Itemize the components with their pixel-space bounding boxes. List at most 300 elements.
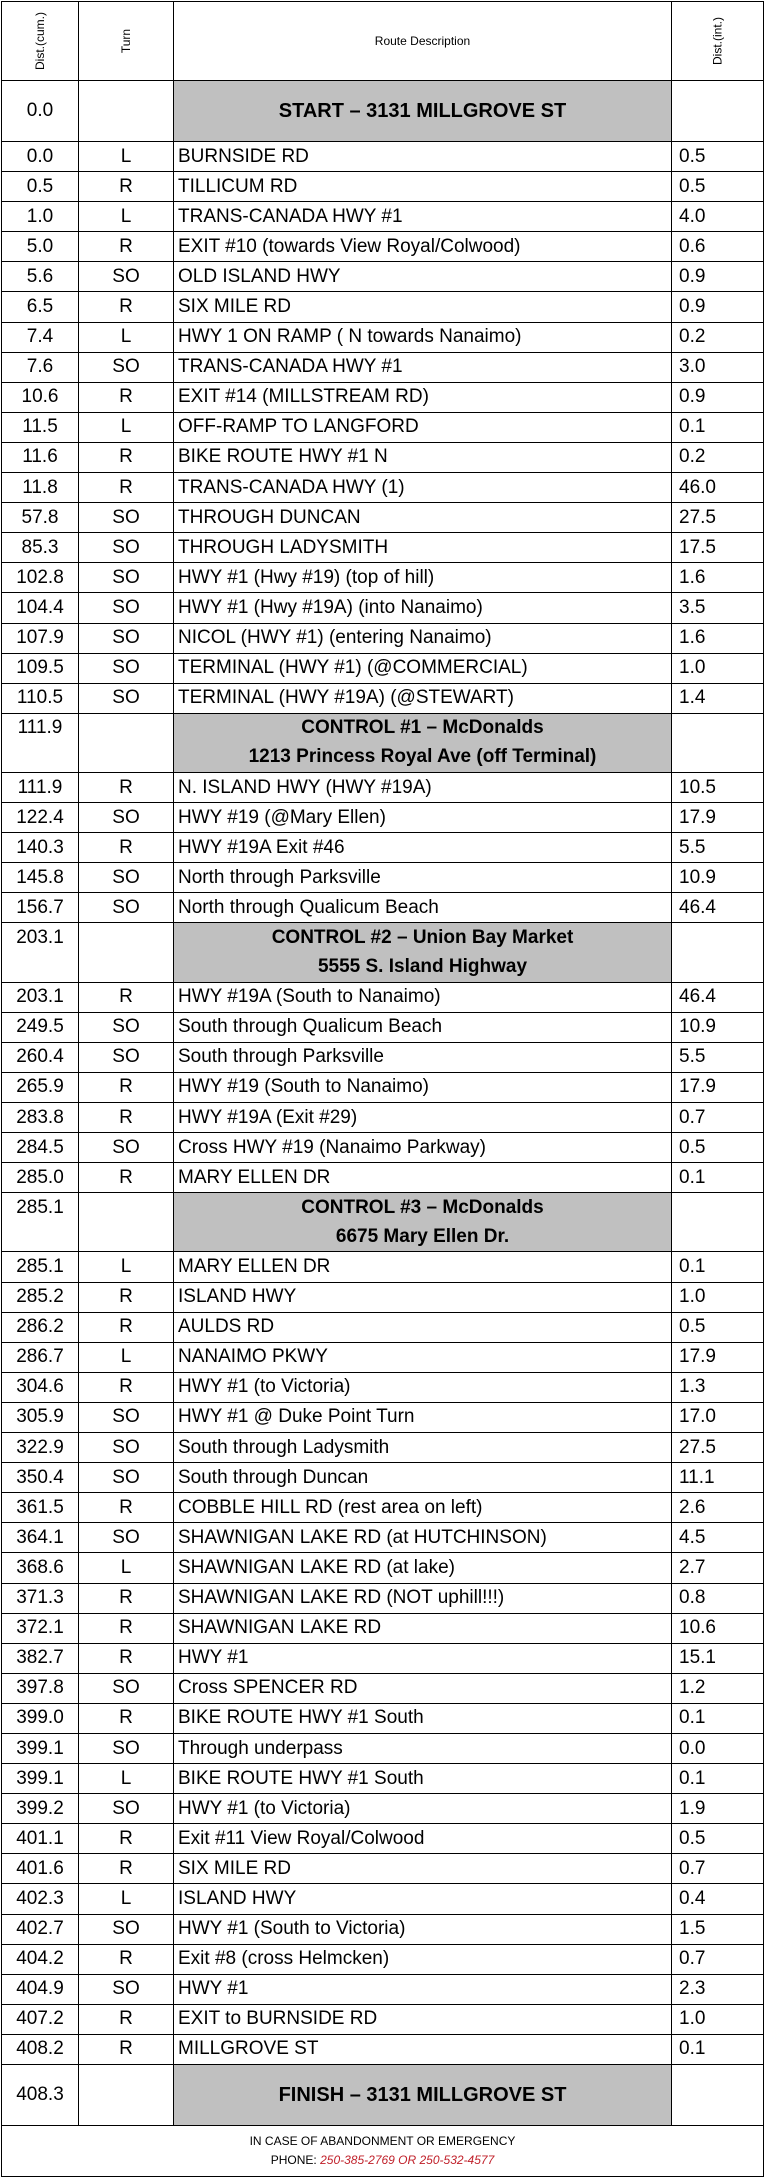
interval-distance: 0.9 xyxy=(672,292,764,322)
cumulative-distance: 260.4 xyxy=(2,1042,79,1072)
cumulative-distance: 6.5 xyxy=(2,292,79,322)
header-row xyxy=(2,2,764,81)
control-1-row xyxy=(2,713,764,743)
route-description: BIKE ROUTE HWY #1 South xyxy=(174,1764,672,1794)
finish-turn-empty xyxy=(79,2065,174,2126)
cue-row xyxy=(2,142,764,172)
cumulative-distance: 399.0 xyxy=(2,1703,79,1733)
route-description: Through underpass xyxy=(174,1733,672,1763)
interval-distance: 3.5 xyxy=(672,593,764,623)
turn-direction: SO xyxy=(79,653,174,683)
cue-row xyxy=(2,1914,764,1944)
route-description: TERMINAL (HWY #19A) (@STEWART) xyxy=(174,683,672,713)
turn-direction: R xyxy=(79,1163,174,1193)
route-description: HWY 1 ON RAMP ( N towards Nanaimo) xyxy=(174,322,672,352)
interval-distance: 0.7 xyxy=(672,1854,764,1884)
turn-direction: SO xyxy=(79,352,174,382)
cue-row xyxy=(2,1794,764,1824)
control-2-address-row xyxy=(2,953,764,983)
interval-distance: 0.1 xyxy=(672,412,764,442)
interval-distance: 1.2 xyxy=(672,1673,764,1703)
route-description: South through Ladysmith xyxy=(174,1433,672,1463)
cumulative-distance: 283.8 xyxy=(2,1103,79,1133)
interval-distance: 27.5 xyxy=(672,503,764,533)
turn-direction: SO xyxy=(79,803,174,833)
route-description: HWY #1 (to Victoria) xyxy=(174,1372,672,1402)
cumulative-distance: 285.2 xyxy=(2,1282,79,1312)
cue-row xyxy=(2,893,764,923)
cumulative-distance: 111.9 xyxy=(2,772,79,802)
route-description: HWY #1 (South to Victoria) xyxy=(174,1914,672,1944)
turn-direction: SO xyxy=(79,1133,174,1163)
cumulative-distance: 109.5 xyxy=(2,653,79,683)
cue-row xyxy=(2,473,764,503)
route-description: HWY #19 (@Mary Ellen) xyxy=(174,803,672,833)
turn-direction: R xyxy=(79,772,174,802)
interval-distance: 1.4 xyxy=(672,683,764,713)
cue-row xyxy=(2,202,764,232)
emergency-notice: IN CASE OF ABANDONMENT OR EMERGENCY xyxy=(249,2134,516,2148)
route-description: South through Qualicum Beach xyxy=(174,1012,672,1042)
route-description: Cross HWY #19 (Nanaimo Parkway) xyxy=(174,1133,672,1163)
interval-distance: 1.3 xyxy=(672,1372,764,1402)
route-description: SHAWNIGAN LAKE RD xyxy=(174,1613,672,1643)
turn-direction: SO xyxy=(79,893,174,923)
turn-direction: SO xyxy=(79,1794,174,1824)
route-description: OLD ISLAND HWY xyxy=(174,262,672,292)
cue-row xyxy=(2,1944,764,1974)
route-description: HWY #1 xyxy=(174,1974,672,2004)
interval-distance: 0.5 xyxy=(672,1312,764,1342)
control-3-interval-empty xyxy=(672,1193,764,1223)
control-2-cell-empty xyxy=(79,953,174,983)
route-description: EXIT to BURNSIDE RD xyxy=(174,2004,672,2034)
finish-interval-empty xyxy=(672,2065,764,2126)
turn-direction: R xyxy=(79,1613,174,1643)
route-description: EXIT #10 (towards View Royal/Colwood) xyxy=(174,232,672,262)
interval-distance: 0.4 xyxy=(672,1884,764,1914)
cumulative-distance: 408.2 xyxy=(2,2034,79,2064)
cumulative-distance: 140.3 xyxy=(2,833,79,863)
cumulative-distance: 305.9 xyxy=(2,1402,79,1432)
turn-direction: SO xyxy=(79,1012,174,1042)
turn-direction: L xyxy=(79,1764,174,1794)
route-description: OFF-RAMP TO LANGFORD xyxy=(174,412,672,442)
start-row xyxy=(2,81,764,142)
turn-direction: L xyxy=(79,1342,174,1372)
route-description: North through Qualicum Beach xyxy=(174,893,672,923)
route-description: MILLGROVE ST xyxy=(174,2034,672,2064)
cumulative-distance: 122.4 xyxy=(2,803,79,833)
control-2-cell-empty xyxy=(672,953,764,983)
cue-row xyxy=(2,982,764,1012)
cue-row xyxy=(2,1433,764,1463)
interval-distance: 0.7 xyxy=(672,1103,764,1133)
finish-label: FINISH – 3131 MILLGROVE ST xyxy=(174,2065,672,2126)
cue-row xyxy=(2,653,764,683)
route-description: BIKE ROUTE HWY #1 South xyxy=(174,1703,672,1733)
emergency-phone-numbers: 250-385-2769 OR 250-532-4577 xyxy=(320,2153,495,2167)
cumulative-distance: 286.7 xyxy=(2,1342,79,1372)
control-1-distance: 111.9 xyxy=(2,713,79,743)
turn-direction: SO xyxy=(79,1042,174,1072)
route-description: HWY #1 (to Victoria) xyxy=(174,1794,672,1824)
turn-direction: SO xyxy=(79,683,174,713)
interval-distance: 1.0 xyxy=(672,653,764,683)
control-3-cell-empty xyxy=(2,1222,79,1252)
control-3-cell-empty xyxy=(672,1222,764,1252)
interval-distance: 0.5 xyxy=(672,1824,764,1854)
turn-direction: R xyxy=(79,1072,174,1102)
cumulative-distance: 5.6 xyxy=(2,262,79,292)
cue-row xyxy=(2,1402,764,1432)
cue-row xyxy=(2,1012,764,1042)
turn-direction: R xyxy=(79,292,174,322)
cumulative-distance: 10.6 xyxy=(2,382,79,412)
control-3-distance: 285.1 xyxy=(2,1193,79,1223)
phone-label: PHONE: xyxy=(270,2153,317,2167)
cumulative-distance: 249.5 xyxy=(2,1012,79,1042)
turn-direction: SO xyxy=(79,533,174,563)
route-description: SHAWNIGAN LAKE RD (NOT uphill!!!) xyxy=(174,1583,672,1613)
cumulative-distance: 382.7 xyxy=(2,1643,79,1673)
cue-row xyxy=(2,2004,764,2034)
turn-direction: L xyxy=(79,1252,174,1282)
turn-direction: R xyxy=(79,1643,174,1673)
cumulative-distance: 156.7 xyxy=(2,893,79,923)
interval-distance: 2.7 xyxy=(672,1553,764,1583)
cue-row xyxy=(2,172,764,202)
route-description: NANAIMO PKWY xyxy=(174,1342,672,1372)
cumulative-distance: 85.3 xyxy=(2,533,79,563)
cumulative-distance: 265.9 xyxy=(2,1072,79,1102)
interval-distance: 17.9 xyxy=(672,1342,764,1372)
cumulative-distance: 7.6 xyxy=(2,352,79,382)
route-description: BIKE ROUTE HWY #1 N xyxy=(174,442,672,472)
interval-distance: 0.1 xyxy=(672,1252,764,1282)
cumulative-distance: 364.1 xyxy=(2,1523,79,1553)
cumulative-distance: 11.8 xyxy=(2,473,79,503)
cue-row xyxy=(2,803,764,833)
cue-row xyxy=(2,623,764,653)
route-description: HWY #1 @ Duke Point Turn xyxy=(174,1402,672,1432)
interval-distance: 1.0 xyxy=(672,2004,764,2034)
turn-direction: R xyxy=(79,232,174,262)
finish-distance: 408.3 xyxy=(2,2065,79,2126)
cue-row xyxy=(2,1312,764,1342)
cue-row xyxy=(2,683,764,713)
interval-distance: 10.9 xyxy=(672,863,764,893)
cue-row xyxy=(2,1733,764,1763)
turn-direction: SO xyxy=(79,1523,174,1553)
turn-direction: R xyxy=(79,382,174,412)
route-description: TILLICUM RD xyxy=(174,172,672,202)
cumulative-distance: 401.1 xyxy=(2,1824,79,1854)
interval-distance: 1.9 xyxy=(672,1794,764,1824)
cumulative-distance: 110.5 xyxy=(2,683,79,713)
interval-distance: 5.5 xyxy=(672,833,764,863)
header-dist-int: Dist.(int.) xyxy=(672,2,764,81)
control-2-turn-empty xyxy=(79,923,174,953)
interval-distance: 0.9 xyxy=(672,382,764,412)
turn-direction: R xyxy=(79,2034,174,2064)
cue-row xyxy=(2,322,764,352)
route-description: TRANS-CANADA HWY (1) xyxy=(174,473,672,503)
route-description: HWY #19A (Exit #29) xyxy=(174,1103,672,1133)
route-description: AULDS RD xyxy=(174,1312,672,1342)
cue-row xyxy=(2,1884,764,1914)
control-3-turn-empty xyxy=(79,1193,174,1223)
cumulative-distance: 399.2 xyxy=(2,1794,79,1824)
interval-distance: 17.0 xyxy=(672,1402,764,1432)
cue-row xyxy=(2,1523,764,1553)
finish-row xyxy=(2,2065,764,2126)
interval-distance: 17.9 xyxy=(672,803,764,833)
route-description: THROUGH LADYSMITH xyxy=(174,533,672,563)
cumulative-distance: 372.1 xyxy=(2,1613,79,1643)
turn-direction: SO xyxy=(79,1914,174,1944)
turn-direction: R xyxy=(79,982,174,1012)
cumulative-distance: 399.1 xyxy=(2,1764,79,1794)
cumulative-distance: 402.7 xyxy=(2,1914,79,1944)
cue-row xyxy=(2,1824,764,1854)
turn-direction: R xyxy=(79,1493,174,1523)
cumulative-distance: 57.8 xyxy=(2,503,79,533)
control-2-interval-empty xyxy=(672,923,764,953)
cumulative-distance: 397.8 xyxy=(2,1673,79,1703)
interval-distance: 11.1 xyxy=(672,1463,764,1493)
interval-distance: 0.7 xyxy=(672,1944,764,1974)
control-1-address: 1213 Princess Royal Ave (off Terminal) xyxy=(174,743,672,773)
cumulative-distance: 0.5 xyxy=(2,172,79,202)
route-description: SHAWNIGAN LAKE RD (at lake) xyxy=(174,1553,672,1583)
interval-distance: 15.1 xyxy=(672,1643,764,1673)
interval-distance: 1.0 xyxy=(672,1282,764,1312)
route-description: MARY ELLEN DR xyxy=(174,1252,672,1282)
route-description: N. ISLAND HWY (HWY #19A) xyxy=(174,772,672,802)
turn-direction: R xyxy=(79,1372,174,1402)
interval-distance: 0.6 xyxy=(672,232,764,262)
cumulative-distance: 407.2 xyxy=(2,2004,79,2034)
route-description: South through Duncan xyxy=(174,1463,672,1493)
interval-distance: 0.1 xyxy=(672,2034,764,2064)
interval-distance: 3.0 xyxy=(672,352,764,382)
cue-row xyxy=(2,352,764,382)
turn-direction: L xyxy=(79,1553,174,1583)
control-1-name: CONTROL #1 – McDonalds xyxy=(174,713,672,743)
control-2-name: CONTROL #2 – Union Bay Market xyxy=(174,923,672,953)
turn-direction: SO xyxy=(79,563,174,593)
control-1-cell-empty xyxy=(79,743,174,773)
cumulative-distance: 107.9 xyxy=(2,623,79,653)
turn-direction: SO xyxy=(79,1974,174,2004)
turn-direction: R xyxy=(79,442,174,472)
interval-distance: 10.6 xyxy=(672,1613,764,1643)
turn-direction: L xyxy=(79,322,174,352)
route-description: ISLAND HWY xyxy=(174,1282,672,1312)
route-description: EXIT #14 (MILLSTREAM RD) xyxy=(174,382,672,412)
interval-distance: 10.9 xyxy=(672,1012,764,1042)
route-description: TRANS-CANADA HWY #1 xyxy=(174,202,672,232)
interval-distance: 0.0 xyxy=(672,1733,764,1763)
control-2-distance: 203.1 xyxy=(2,923,79,953)
turn-direction: R xyxy=(79,1583,174,1613)
cumulative-distance: 7.4 xyxy=(2,322,79,352)
turn-direction: R xyxy=(79,172,174,202)
cue-row xyxy=(2,232,764,262)
cumulative-distance: 404.2 xyxy=(2,1944,79,1974)
start-distance: 0.0 xyxy=(2,81,79,142)
interval-distance: 0.1 xyxy=(672,1703,764,1733)
control-1-cell-empty xyxy=(672,743,764,773)
control-3-cell-empty xyxy=(79,1222,174,1252)
cumulative-distance: 322.9 xyxy=(2,1433,79,1463)
cue-row xyxy=(2,412,764,442)
cue-row xyxy=(2,1583,764,1613)
cumulative-distance: 350.4 xyxy=(2,1463,79,1493)
cumulative-distance: 304.6 xyxy=(2,1372,79,1402)
header-turn: Turn xyxy=(79,2,174,81)
cue-row xyxy=(2,262,764,292)
turn-direction: R xyxy=(79,1854,174,1884)
cue-row xyxy=(2,833,764,863)
route-description: THROUGH DUNCAN xyxy=(174,503,672,533)
cue-row xyxy=(2,593,764,623)
interval-distance: 4.5 xyxy=(672,1523,764,1553)
turn-direction: SO xyxy=(79,503,174,533)
route-description: South through Parksville xyxy=(174,1042,672,1072)
interval-distance: 0.1 xyxy=(672,1764,764,1794)
start-turn-empty xyxy=(79,81,174,142)
turn-direction: SO xyxy=(79,1402,174,1432)
interval-distance: 0.5 xyxy=(672,172,764,202)
cue-row xyxy=(2,1163,764,1193)
cue-row xyxy=(2,1553,764,1583)
cue-row xyxy=(2,1042,764,1072)
interval-distance: 1.5 xyxy=(672,1914,764,1944)
header-dist-cum: Dist.(cum.) xyxy=(2,2,79,81)
interval-distance: 2.6 xyxy=(672,1493,764,1523)
cumulative-distance: 284.5 xyxy=(2,1133,79,1163)
turn-direction: SO xyxy=(79,1733,174,1763)
cumulative-distance: 104.4 xyxy=(2,593,79,623)
cumulative-distance: 11.5 xyxy=(2,412,79,442)
route-description: TERMINAL (HWY #1) (@COMMERCIAL) xyxy=(174,653,672,683)
control-2-cell-empty xyxy=(2,953,79,983)
turn-direction: R xyxy=(79,1824,174,1854)
route-description: Cross SPENCER RD xyxy=(174,1673,672,1703)
turn-direction: SO xyxy=(79,1433,174,1463)
cumulative-distance: 285.0 xyxy=(2,1163,79,1193)
cumulative-distance: 102.8 xyxy=(2,563,79,593)
turn-direction: R xyxy=(79,1703,174,1733)
control-1-address-row xyxy=(2,743,764,773)
cue-row xyxy=(2,1252,764,1282)
control-1-interval-empty xyxy=(672,713,764,743)
cumulative-distance: 145.8 xyxy=(2,863,79,893)
interval-distance: 2.3 xyxy=(672,1974,764,2004)
turn-direction: SO xyxy=(79,1673,174,1703)
interval-distance: 0.5 xyxy=(672,142,764,172)
control-2-row xyxy=(2,923,764,953)
cue-row xyxy=(2,533,764,563)
header-route-description: Route Description xyxy=(174,2,672,81)
interval-distance: 46.4 xyxy=(672,893,764,923)
turn-direction: R xyxy=(79,1282,174,1312)
turn-direction: SO xyxy=(79,1463,174,1493)
control-3-address: 6675 Mary Ellen Dr. xyxy=(174,1222,672,1252)
turn-direction: L xyxy=(79,202,174,232)
cumulative-distance: 399.1 xyxy=(2,1733,79,1763)
emergency-info xyxy=(2,2126,764,2177)
cue-row xyxy=(2,1342,764,1372)
interval-distance: 0.5 xyxy=(672,1133,764,1163)
cue-row xyxy=(2,2034,764,2064)
control-3-row xyxy=(2,1193,764,1223)
cue-row xyxy=(2,1463,764,1493)
route-description: BURNSIDE RD xyxy=(174,142,672,172)
cue-row xyxy=(2,1372,764,1402)
cue-row xyxy=(2,1282,764,1312)
cue-row xyxy=(2,1103,764,1133)
cue-row xyxy=(2,503,764,533)
interval-distance: 0.8 xyxy=(672,1583,764,1613)
interval-distance: 1.6 xyxy=(672,623,764,653)
cumulative-distance: 404.9 xyxy=(2,1974,79,2004)
cumulative-distance: 286.2 xyxy=(2,1312,79,1342)
turn-direction: R xyxy=(79,1103,174,1133)
turn-direction: SO xyxy=(79,593,174,623)
route-description: SHAWNIGAN LAKE RD (at HUTCHINSON) xyxy=(174,1523,672,1553)
cue-row xyxy=(2,1703,764,1733)
cue-row xyxy=(2,1493,764,1523)
cumulative-distance: 0.0 xyxy=(2,142,79,172)
turn-direction: R xyxy=(79,1944,174,1974)
route-description: HWY #19 (South to Nanaimo) xyxy=(174,1072,672,1102)
interval-distance: 1.6 xyxy=(672,563,764,593)
route-description: HWY #19A Exit #46 xyxy=(174,833,672,863)
route-description: COBBLE HILL RD (rest area on left) xyxy=(174,1493,672,1523)
route-description: North through Parksville xyxy=(174,863,672,893)
cue-row xyxy=(2,563,764,593)
interval-distance: 46.4 xyxy=(672,982,764,1012)
route-description: MARY ELLEN DR xyxy=(174,1163,672,1193)
control-1-turn-empty xyxy=(79,713,174,743)
turn-direction: R xyxy=(79,833,174,863)
route-description: SIX MILE RD xyxy=(174,1854,672,1884)
interval-distance: 0.2 xyxy=(672,322,764,352)
cue-row xyxy=(2,1072,764,1102)
cumulative-distance: 203.1 xyxy=(2,982,79,1012)
turn-direction: R xyxy=(79,1312,174,1342)
cumulative-distance: 371.3 xyxy=(2,1583,79,1613)
route-description: NICOL (HWY #1) (entering Nanaimo) xyxy=(174,623,672,653)
turn-direction: SO xyxy=(79,262,174,292)
turn-direction: L xyxy=(79,142,174,172)
cumulative-distance: 5.0 xyxy=(2,232,79,262)
interval-distance: 4.0 xyxy=(672,202,764,232)
cue-sheet-table xyxy=(1,1,764,2177)
cumulative-distance: 361.5 xyxy=(2,1493,79,1523)
route-description: Exit #11 View Royal/Colwood xyxy=(174,1824,672,1854)
start-interval-empty xyxy=(672,81,764,142)
cue-row xyxy=(2,382,764,412)
turn-direction: R xyxy=(79,473,174,503)
route-description: SIX MILE RD xyxy=(174,292,672,322)
interval-distance: 17.5 xyxy=(672,533,764,563)
cue-row xyxy=(2,442,764,472)
control-3-name: CONTROL #3 – McDonalds xyxy=(174,1193,672,1223)
